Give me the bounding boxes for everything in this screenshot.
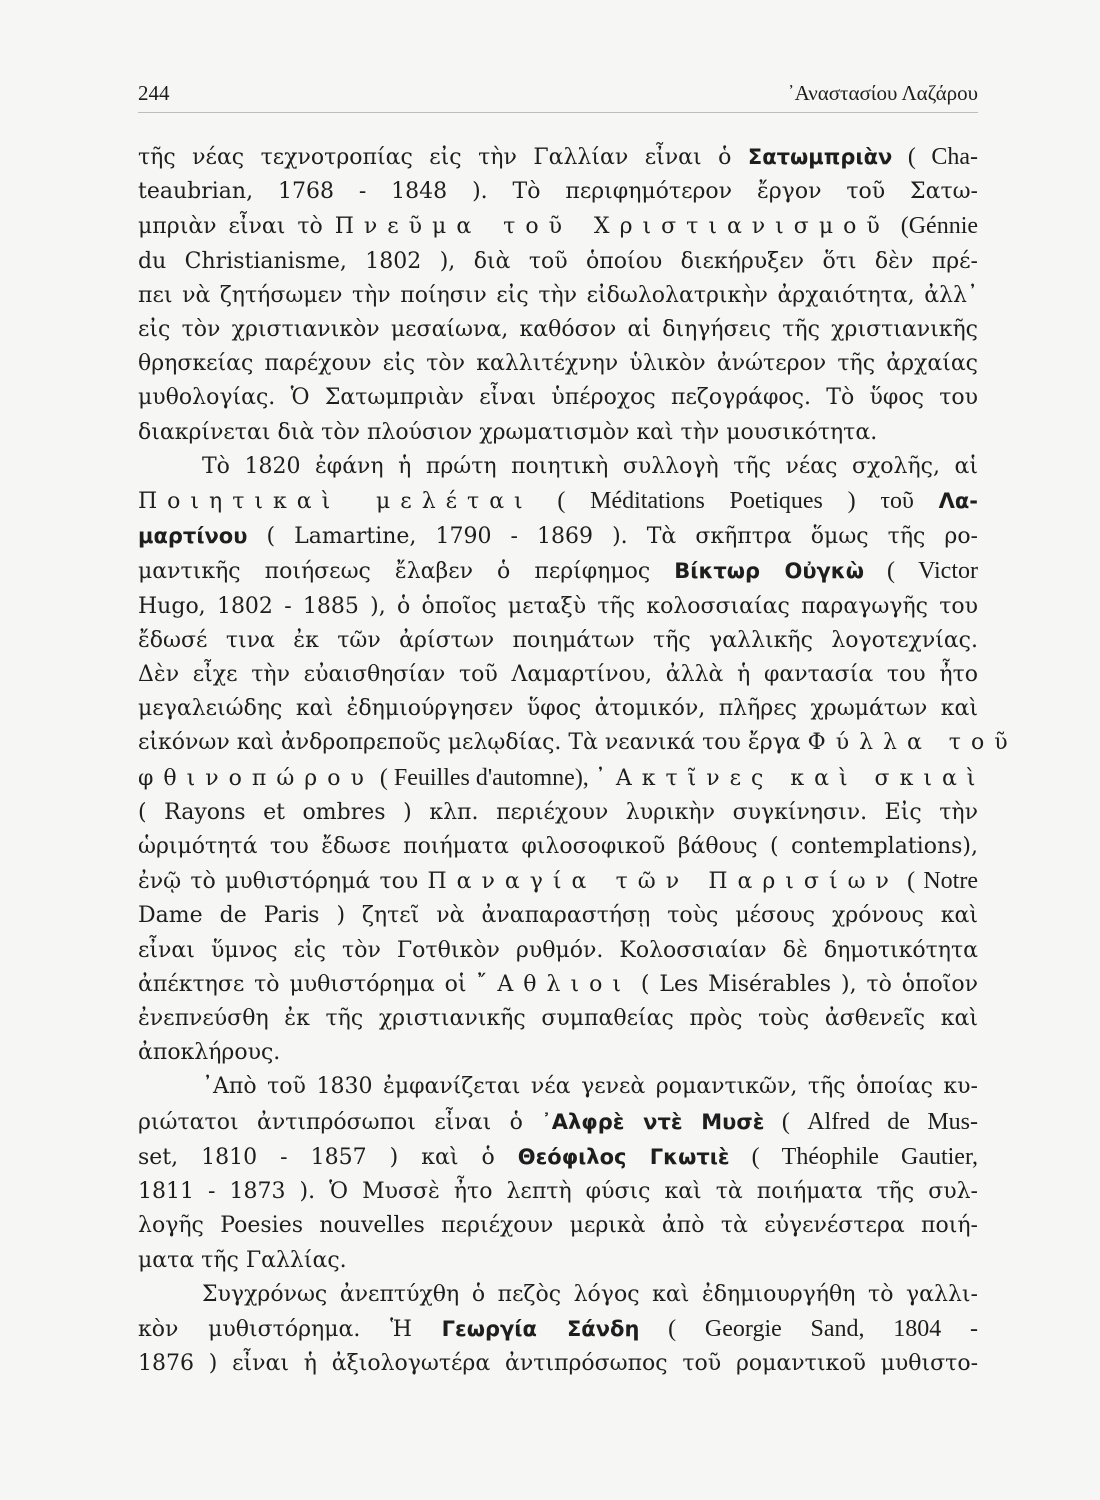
text-line: ριώτατοι ἀντιπρόσωποι εἶναι ὁ ᾿Αλφρὲ ντὲ Μυσὲ ( Alfred de Mus- xyxy=(138,1108,978,1135)
text-line: διακρίνεται διὰ τὸν πλούσιον χρωματισμὸν καὶ τὴν μουσικότητα. xyxy=(138,419,878,445)
text-line: Ποιητικαὶ μελέται ( Méditations Poetiques ) τοῦ Λα- xyxy=(138,488,978,515)
name-chateaubriand: Σατωμπριὰν xyxy=(747,145,893,169)
text-line: Συγχρόνως ἀνεπτύχθη ὁ πεζὸς λόγος καὶ ἐδημιουργήθη τὸ γαλλι- xyxy=(202,1281,978,1307)
text-line: μαρτίνου ( Lamartine, 1790 - 1869 ). Τὰ σκῆπτρα ὅμως τῆς ρο- xyxy=(138,524,978,550)
title-pneuma: Πνεῦμα τοῦ Χριστιανισμοῦ xyxy=(334,214,890,240)
page-header xyxy=(138,68,978,113)
text-line: εἰς τὸν χριστιανικὸν μεσαίωνα, καθόσον αἱ διηγήσεις τῆς χριστιανικῆς xyxy=(138,317,978,343)
text-line: τῆς νέας τεχνοτροπίας εἰς τὴν Γαλλίαν εἶναι ὁ Σατωμπριὰν ( Cha- xyxy=(138,144,978,170)
text-line: λογῆς Poesies nouvelles περιέχουν μερικὰ ἀπὸ τὰ εὐγενέστερα ποιή- xyxy=(138,1213,978,1239)
text-line: Τὸ 1820 ἐφάνη ἡ πρώτη ποιητικὴ συλλογὴ τῆς νέας σχολῆς, αἱ xyxy=(202,453,978,479)
name-hugo: Βίκτωρ Οὐγκὼ xyxy=(674,559,864,584)
text-line: ἐνῷ τὸ μυθιστόρημά του Παναγία τῶν Παρισίων ( Notre xyxy=(138,868,978,895)
title-meditations: Ποιητικαὶ μελέται xyxy=(138,489,533,515)
text-line: ἀποκλήρους. xyxy=(138,1040,281,1066)
text-line: μεγαλειώδης καὶ ἐδημιούργησεν ὕφος ἀτομικόν, πλῆρες χρωμάτων καὶ xyxy=(138,696,978,722)
text-line: set, 1810 - 1857 ) καὶ ὁ Θεόφιλος Γκωτιὲ ( Théophile Gautier, xyxy=(138,1143,978,1170)
text-line: teaubrian, 1768 - 1848 ). Τὸ περιφημότερον ἔργον τοῦ Σατω- xyxy=(138,179,978,205)
title-athlioi: ῎Αθλιοι xyxy=(476,971,631,997)
name-lamartine: Λα- xyxy=(938,489,978,514)
text-line: ὡριμότητά του ἔδωσε ποιήματα φιλοσοφικοῦ βάθους ( contemplations), xyxy=(138,834,978,860)
body-text xyxy=(138,140,1018,1381)
name-sand: Γεωργία Σάνδη xyxy=(441,1316,640,1341)
text-line: ( Rayons et ombres ) κλπ. περιέχουν λυρικὴν συγκίνησιν. Εἰς τὴν xyxy=(138,799,978,825)
text-line: θρησκείας παρέχουν εἰς τὸν καλλιτέχνην ὑλικὸν ἀνώτερον τῆς ἀρχαίας xyxy=(138,351,978,377)
text-line: μαντικῆς ποιήσεως ἔλαβεν ὁ περίφημος Βίκτωρ Οὐγκὼ ( Victor xyxy=(138,558,978,585)
text-line: du Christianisme, 1802 ), διὰ τοῦ ὁποίου διεκήρυξεν ὅτι δὲν πρέ- xyxy=(138,248,978,274)
text-line: ματα τῆς Γαλλίας. xyxy=(138,1247,347,1273)
text-line: πει νὰ ζητήσωμεν τὴν ποίησιν εἰς τὴν εἰδωλολατρικὴν ἀρχαιότητα, ἀλλ᾿ xyxy=(138,282,978,308)
running-head: ᾿Αναστασίου Λαζάρου xyxy=(787,81,978,105)
text-line: μυθολογίας. Ὁ Σατωμπριὰν εἶναι ὑπέροχος πεζογράφος. Τὸ ὕφος του xyxy=(138,385,978,411)
text-line: ἐνεπνεύσθη ἐκ τῆς χριστιανικῆς συμπαθείας πρὸς τοὺς ἀσθενεῖς καὶ xyxy=(138,1006,978,1032)
text-line: εἶναι ὕμνος εἰς τὸν Γοτθικὸν ρυθμόν. Κολοσσιαίαν δὲ δημοτικότητα xyxy=(138,937,978,963)
page-number: 244 xyxy=(138,81,170,105)
name-gautier: Θεόφιλος Γκωτιὲ xyxy=(517,1144,730,1169)
text-line: Dame de Paris ) ζητεῖ νὰ ἀναπαραστήσῃ τοὺς μέσους χρόνους καὶ xyxy=(138,903,978,929)
text-line: 1876 ) εἶναι ἡ ἀξιολογωτέρα ἀντιπρόσωπος τοῦ ρομαντικοῦ μυθιστο- xyxy=(138,1351,978,1377)
title-fylla: Φύλλα τοῦ xyxy=(807,730,1018,756)
text-line: εἰκόνων καὶ ἀνδροπρεποῦς μελῳδίας. Τὰ νεανικά του ἔργα Φύλλα τοῦ xyxy=(138,730,1018,756)
title-aktines: ᾿Ακτῖνες καὶ σκιαὶ xyxy=(594,765,986,791)
text-line: μπριὰν εἶναι τὸ Πνεῦμα τοῦ Χριστιανισμοῦ (Génnie xyxy=(138,213,979,240)
text-line: ἔδωσέ τινα ἐκ τῶν ἀρίστων ποιημάτων τῆς γαλλικῆς λογοτεχνίας. xyxy=(138,627,978,653)
title-notre-dame: Παναγία τῶν Παρισίων xyxy=(427,869,899,895)
name-musset: ᾿Αλφρὲ ντὲ Μυσὲ xyxy=(541,1109,765,1134)
text-line: Hugo, 1802 - 1885 ), ὁ ὁποῖος μεταξὺ τῆς κολοσσιαίας παραγωγῆς του xyxy=(138,593,978,619)
text-line: φθινοπώρου ( Feuilles d'automne), ᾿Ακτῖνες καὶ σκιαὶ xyxy=(138,764,986,791)
text-line: Δὲν εἶχε τὴν εὐαισθησίαν τοῦ Λαμαρτίνου, ἀλλὰ ἡ φαντασία του ἦτο xyxy=(138,662,978,688)
text-line: κὸν μυθιστόρημα. Ἡ Γεωργία Σάνδη ( Georgie Sand, 1804 - xyxy=(138,1315,978,1342)
text-line: ᾿Απὸ τοῦ 1830 ἐμφανίζεται νέα γενεὰ ρομαντικῶν, τῆς ὁποίας κυ- xyxy=(202,1074,978,1100)
text-line: ἀπέκτησε τὸ μυθιστόρημα οἱ ῎Αθλιοι ( Les Misérables ), τὸ ὁποῖον xyxy=(138,971,978,997)
text-line: 1811 - 1873 ). Ὁ Μυσσὲ ἦτο λεπτὴ φύσις καὶ τὰ ποιήματα τῆς συλ- xyxy=(138,1179,978,1205)
